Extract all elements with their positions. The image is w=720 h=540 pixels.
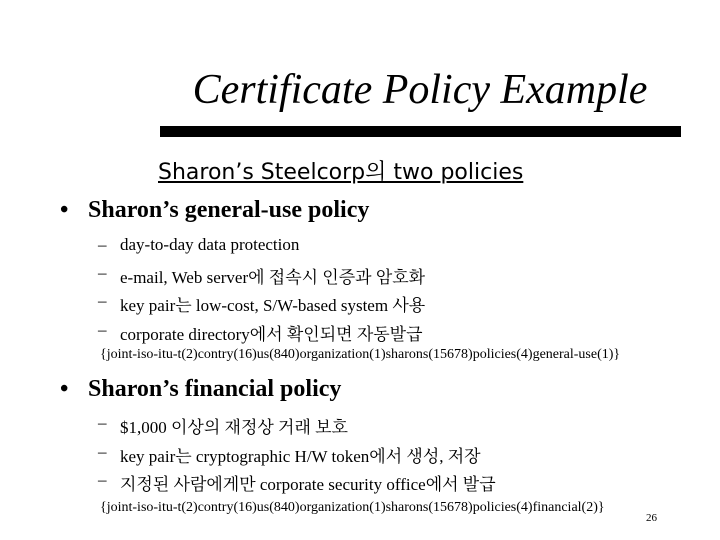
dash-icon: – (98, 235, 107, 254)
slide-subtitle: Sharon’s Steelcorp의 two policies (158, 160, 524, 185)
dash-icon: – (98, 320, 107, 339)
dash-icon: – (98, 291, 107, 310)
list-item-text: $1,000 이상의 재정상 거래 보호 (120, 418, 348, 437)
list-item-text: corporate directory에서 확인되면 자동발급 (120, 325, 423, 344)
bullet-heading: Sharon’s financial policy (88, 376, 342, 402)
list-item-text: e-mail, Web server에 접속시 인증과 암호화 (120, 268, 426, 287)
list-item-text: 지정된 사람에게만 corporate security office에서 발급 (120, 475, 496, 494)
dash-icon: – (98, 263, 107, 282)
slide-title: Certificate Policy Example (192, 67, 648, 113)
list-item-text: day-to-day data protection (120, 235, 300, 254)
dash-icon: – (98, 413, 107, 432)
dash-icon: – (98, 470, 107, 489)
page-number: 26 (646, 512, 657, 524)
policy-oid-general-use: {joint-iso-itu-t(2)contry(16)us(840)organization(1)sharons(15678)policies(4)general-use(1)} (100, 347, 621, 362)
bullet-heading: Sharon’s general-use policy (88, 197, 370, 223)
bullet-icon: • (60, 376, 69, 402)
policy-oid-financial: {joint-iso-itu-t(2)contry(16)us(840)organization(1)sharons(15678)policies(4)financial(2)} (100, 500, 605, 515)
title-divider (160, 126, 681, 137)
list-item-text: key pair는 low-cost, S/W-based system 사용 (120, 296, 426, 315)
dash-icon: – (98, 442, 107, 461)
bullet-icon: • (60, 197, 69, 223)
list-item-text: key pair는 cryptographic H/W token에서 생성, 저장 (120, 447, 481, 466)
